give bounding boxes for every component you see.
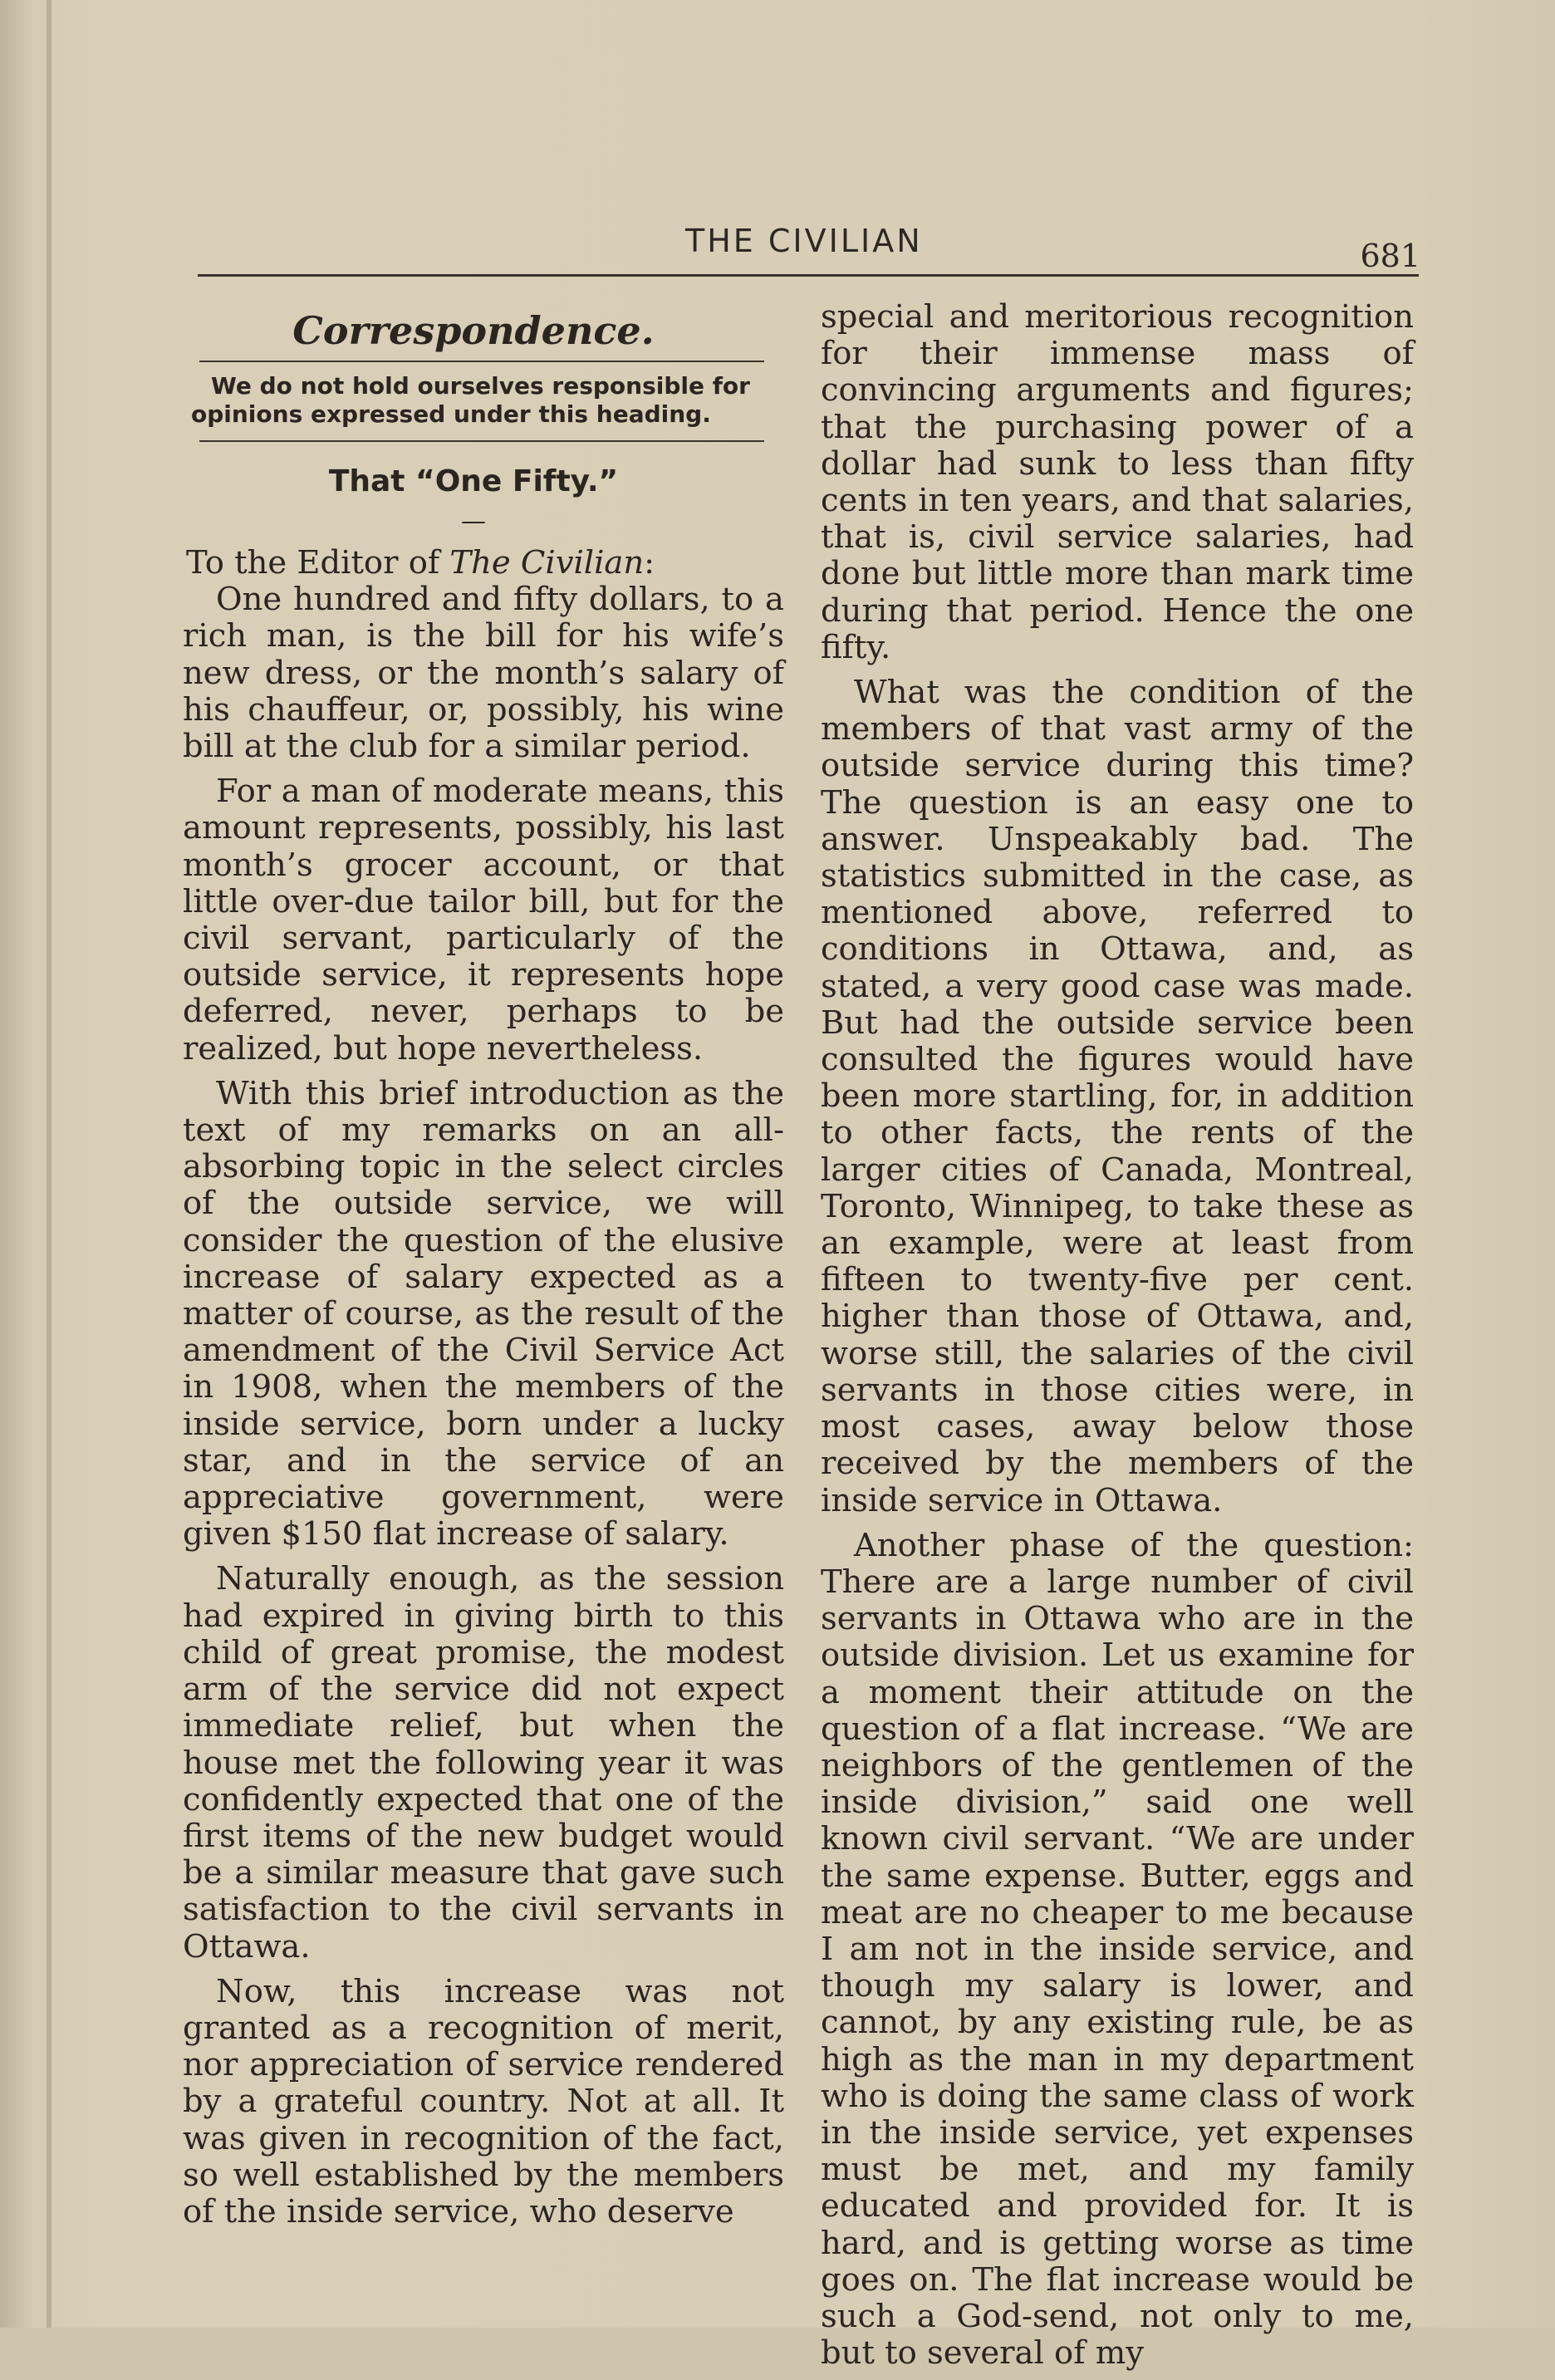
section-rule-bottom — [199, 440, 764, 442]
salutation — [186, 545, 789, 582]
right-column — [796, 299, 1419, 2380]
disclaimer: We do not hold ourselves responsible for opinions expressed under this heading. — [191, 372, 750, 428]
paragraph: For a man of moderate means, this amount represents, possibly, his last month’s grocer account, or that little over-due tailor bill, but for the civil servant, particularly of the outside service, it represents hope deferred, never, perhaps to be realized, but hope nevertheless. — [183, 773, 784, 1067]
section-rule-top — [199, 361, 764, 362]
paragraph: With this brief introduction as the text of my remarks on an all-absorbing topic in the select circles of the outside service, we will consider the question of the elusive increase of salary expected as a matter of course, as the result of the amendment of the Civil Service Act in 1908, when the members of the inside service, born under a lucky star, and in the service of an appreciative government, were given $150 flat increase of salary. — [183, 1074, 784, 1553]
left-column — [158, 299, 789, 2239]
header-rule — [198, 274, 1419, 277]
section-title: Correspondence. — [292, 308, 655, 353]
paragraph: One hundred and fifty dollars, to a rich man, is the bill for his wife’s new dress, or the month’s salary of his chauffeur, or, possibly, his wine bill at the club for a similar period. — [183, 581, 784, 766]
salutation-prefix: To the Editor of — [186, 544, 450, 582]
paragraph-continued: special and meritorious recognition for their immense mass of convincing arguments and figures; that the purchasing power of a dollar had sunk to less than fifty cents in ten years, and that salaries, that is, civil service salaries, had done but little more than mark time during that period. Hence the one fifty. — [821, 298, 1414, 666]
paragraph: What was the condition of the members of that vast army of the outside service during this time? The question is an easy one to answer. Unspeakably bad. The statistics submitted in the case, as mentioned above, referred to conditions in Ottawa, and, as stated, a very good case was made. But had the outside service been consulted the figures would have been more startling, for, in addition to other facts, the rents of the larger cities of Canada, Montreal, Toronto, Winnipeg, to take these as an example, were at least from fifteen to twenty-five per cent. higher than those of Ottawa, and, worse still, the salaries of the civil servants in those cities were, in most cases, away below those received by the members of the inside service in Ottawa. — [821, 674, 1414, 1519]
salutation-suffix: : — [644, 544, 655, 582]
paragraph: Naturally enough, as the session had expired in giving birth to this child of great promise, the modest arm of the service did not expect immediate relief, but when the house met the following year it was confidently expected that one of the first items of the new budget would be a similar measure that gave such satisfaction to the civil servants in Ottawa. — [183, 1560, 784, 1965]
paragraph: Another phase of the question: There are a large number of civil servants in Ottawa who are in the outside division. Let us examine for a moment their attitude on the question of a flat increase. “We are neighbors of the gentlemen of the inside division,” said one well known civil servant. “We are under the same expense. Butter, eggs and meat are no cheaper to me because I am not in the inside service, and though my salary is lower, and cannot, by any existing rule, be as high as the man in my department who is doing the same class of work in the inside service, yet expenses must be met, and my family educated and provided for. It is hard, and is getting worse as time goes on. The flat increase would be such a God-send, not only to me, but to several of my — [821, 1526, 1414, 2373]
title-dash: — — [461, 507, 486, 536]
article-title: That “One Fifty.” — [328, 464, 619, 498]
paragraph: Now, this increase was not granted as a recognition of merit, nor appreciation of service rendered by a grateful country. Not at all. It was given in recognition of the fact, so well established by the members of the inside service, who deserve — [183, 1972, 784, 2230]
running-title: THE CIVILIAN — [685, 223, 923, 259]
page-number: 681 — [1360, 238, 1420, 274]
salutation-publication: The Civilian — [449, 544, 645, 582]
binding-edge — [47, 0, 52, 2328]
running-head — [199, 223, 1429, 281]
